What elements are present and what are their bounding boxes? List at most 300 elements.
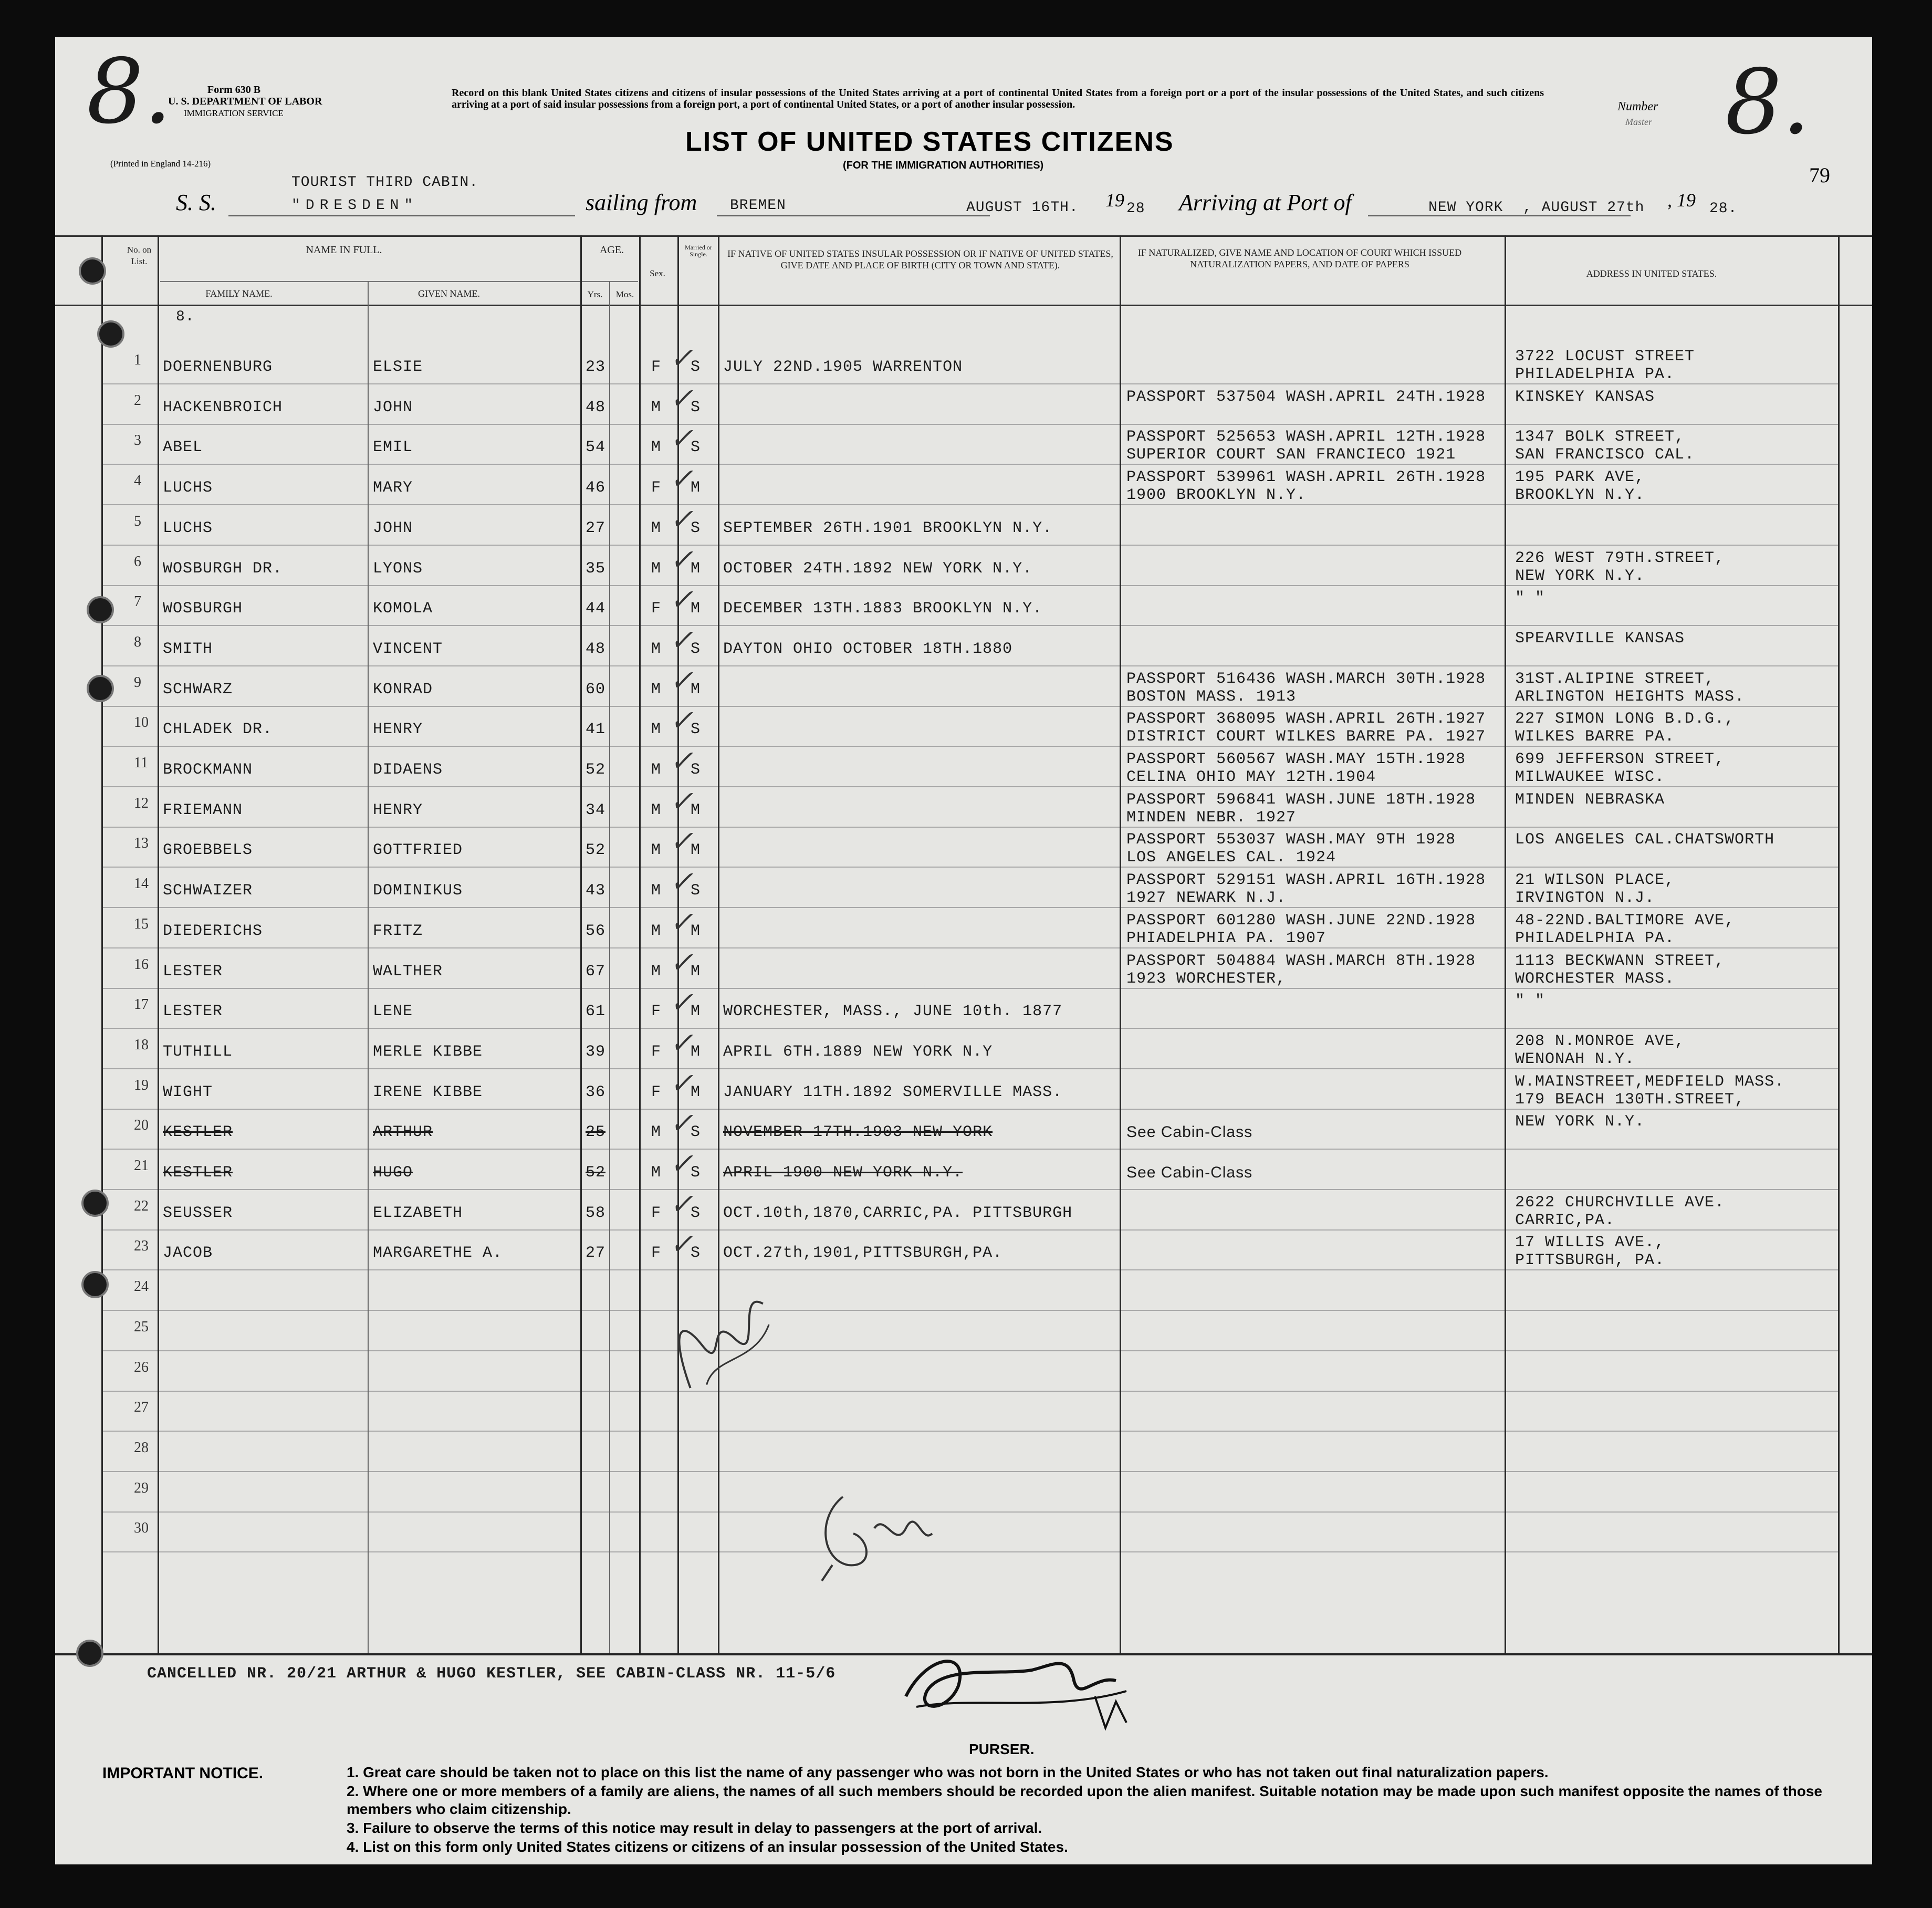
address-line-2: IRVINGTON N.J.	[1515, 889, 1655, 908]
row-rule	[101, 383, 1838, 384]
checkmark-icon: ✓	[670, 1107, 694, 1140]
family-name: DOERNENBURG	[163, 358, 273, 376]
sex: M	[651, 398, 662, 416]
address-line-1: KINSKEY KANSAS	[1515, 388, 1655, 406]
naturalization-line-1: PASSPORT 525653 WASH.APRIL 12TH.1928	[1126, 428, 1486, 446]
purser-label: PURSER.	[969, 1741, 1035, 1757]
cancelled-note: CANCELLED NR. 20/21 ARTHUR & HUGO KESTLER, SEE CABIN-CLASS NR. 11-5/6	[147, 1665, 836, 1683]
checkmark-icon: ✓	[670, 502, 694, 536]
family-name: LESTER	[163, 1003, 223, 1021]
naturalization-line-2: BOSTON MASS. 1913	[1126, 687, 1297, 706]
given-name: WALTHER	[373, 962, 443, 981]
sex: M	[651, 841, 662, 860]
notice-item: 3. Failure to observe the terms of this notice may result in delay to passengers at the port of arrival.	[347, 1820, 1042, 1836]
checkmark-icon: ✓	[670, 623, 694, 656]
address-line-2: PHILADELPHIA PA.	[1515, 366, 1675, 383]
row-number: 27	[134, 1399, 149, 1416]
marital-status: M	[691, 841, 701, 860]
given-name: DOMINIKUS	[373, 882, 463, 900]
naturalization-line-1: PASSPORT 596841 WASH.JUNE 18TH.1928	[1126, 790, 1476, 809]
family-name: LESTER	[163, 962, 223, 981]
sex: F	[651, 1003, 662, 1021]
col-birth: IF NATIVE OF UNITED STATES INSULAR POSSESSION OR IF NATIVE OF UNITED STATES, GIVE DATE AND PLACE OF BIRTH (CITY OR TOWN AND STATE).	[727, 248, 1113, 270]
row-number: 5	[134, 513, 141, 529]
address-line-1: SPEARVILLE KANSAS	[1515, 629, 1685, 648]
naturalization-line-2: CELINA OHIO MAY 12TH.1904	[1126, 768, 1376, 786]
col-no: No. on List.	[127, 245, 152, 266]
port-of-departure: BREMEN	[730, 197, 786, 214]
age-years: 54	[586, 439, 606, 457]
sex: M	[651, 439, 662, 457]
list-number: 8.	[176, 309, 195, 325]
address-line-1: NEW YORK N.Y.	[1515, 1113, 1645, 1131]
given-name: EMIL	[373, 439, 413, 457]
row-number: 17	[134, 996, 149, 1013]
age-years: 44	[586, 600, 606, 618]
address-line-1: 699 JEFFERSON STREET,	[1515, 750, 1725, 768]
given-name: VINCENT	[373, 640, 443, 658]
row-rule	[101, 545, 1838, 546]
row-number: 18	[134, 1036, 149, 1053]
address-line-2: PHILADELPHIA PA.	[1515, 929, 1675, 947]
form-number: Form 630 B	[207, 84, 261, 96]
punch-hole	[81, 1190, 109, 1217]
instructions: Record on this blank United States citizens and citizens of insular possessions of the United States arriving at a port of continental United States from a foreign port or a port of the insular possessions of the United States, and such citizens arriving at a port of said insular possessions from a foreign port, a port of continental United States, or a port of another insular possession.	[452, 87, 1544, 110]
age-years: 34	[586, 801, 606, 819]
marital-status: S	[691, 1123, 701, 1142]
address-line-2: PITTSBURGH, PA.	[1515, 1252, 1665, 1270]
row-number: 6	[134, 553, 141, 570]
address-line-1: 1347 BOLK STREET,	[1515, 428, 1685, 446]
punch-hole	[87, 675, 114, 702]
marital-status: M	[691, 680, 701, 698]
punch-hole	[81, 1271, 109, 1298]
given-name: DIDAENS	[373, 761, 443, 779]
row-rule	[101, 1391, 1838, 1392]
row-rule	[101, 1189, 1838, 1190]
birth-info: APRIL 1900 NEW YORK N.Y.	[723, 1164, 963, 1182]
family-name: KESTLER	[163, 1164, 233, 1182]
naturalization-line-2: SUPERIOR COURT SAN FRANCIECO 1921	[1126, 446, 1456, 464]
address-line-1: 208 N.MONROE AVE,	[1515, 1032, 1685, 1050]
row-number: 30	[134, 1520, 149, 1537]
address-line-1: 1113 BECKWANN STREET,	[1515, 952, 1725, 970]
given-name: GOTTFRIED	[373, 841, 463, 860]
family-name: LUCHS	[163, 479, 213, 497]
birth-info: WORCHESTER, MASS., JUNE 10th. 1877	[723, 1003, 1063, 1021]
sex: F	[651, 1083, 662, 1101]
checkmark-icon: ✓	[670, 663, 694, 697]
printed-note: (Printed in England 14-216)	[110, 159, 211, 169]
given-name: LYONS	[373, 559, 423, 578]
family-name: DIEDERICHS	[163, 922, 263, 940]
marital-status: S	[691, 721, 701, 739]
col-yrs: Yrs.	[587, 289, 603, 299]
naturalization-line-2: 1927 NEWARK N.J.	[1126, 889, 1287, 908]
notice-item: 1. Great care should be taken not to place on this list the name of any passenger who was not born in the United States or who has not taken out final naturalization papers.	[347, 1764, 1549, 1780]
row-rule	[101, 947, 1838, 948]
punch-hole	[97, 320, 124, 348]
row-rule	[101, 424, 1838, 425]
address-line-2: WILKES BARRE PA.	[1515, 728, 1675, 746]
address-line-2: CARRIC,PA.	[1515, 1211, 1615, 1229]
address-line-1: 195 PARK AVE,	[1515, 468, 1645, 487]
sex: M	[651, 761, 662, 779]
sex: M	[651, 801, 662, 819]
age-years: 60	[586, 680, 606, 698]
ss-label: S. S.	[176, 190, 216, 215]
col-age: AGE.	[599, 244, 624, 256]
row-rule	[101, 746, 1838, 747]
row-rule	[101, 907, 1838, 908]
sailing-year-label: 19	[1105, 190, 1124, 211]
marital-status: M	[691, 1083, 701, 1101]
naturalization-line-1: PASSPORT 560567 WASH.MAY 15TH.1928	[1126, 750, 1466, 768]
address-line-2: MILWAUKEE WISC.	[1515, 768, 1665, 786]
punch-hole	[87, 596, 114, 623]
purser-signature	[895, 1633, 1137, 1740]
naturalization-line-2: 1900 BROOKLYN N.Y.	[1126, 486, 1307, 505]
marital-status: S	[691, 519, 701, 537]
row-number: 25	[134, 1318, 149, 1335]
address-line-2: BROOKLYN N.Y.	[1515, 486, 1645, 505]
row-number: 8	[134, 633, 141, 650]
age-years: 46	[586, 479, 606, 497]
marital-status: S	[691, 358, 701, 376]
given-name: LENE	[373, 1003, 413, 1021]
birth-info: OCT.27th,1901,PITTSBURGH,PA.	[723, 1244, 1003, 1263]
checkmark-icon: ✓	[670, 825, 694, 858]
family-name: SEUSSER	[163, 1204, 233, 1222]
checkmark-icon: ✓	[670, 583, 694, 617]
family-name: CHLADEK DR.	[163, 721, 273, 739]
ship-name: "DRESDEN"	[291, 197, 419, 214]
age-years: 39	[586, 1042, 606, 1061]
given-name: ARTHUR	[373, 1123, 433, 1142]
family-name: SCHWARZ	[163, 680, 233, 698]
marital-status: M	[691, 559, 701, 578]
sex: M	[651, 519, 662, 537]
col-name-in-full: NAME IN FULL.	[306, 244, 382, 256]
family-name: GROEBBELS	[163, 841, 253, 860]
row-number: 15	[134, 915, 149, 932]
age-years: 27	[586, 1244, 606, 1263]
row-rule	[101, 625, 1838, 626]
manifest-page	[55, 37, 1872, 1864]
age-years: 43	[586, 882, 606, 900]
checkmark-icon: ✓	[670, 1227, 694, 1261]
age-years: 52	[586, 841, 606, 860]
birth-info: DECEMBER 13TH.1883 BROOKLYN N.Y.	[723, 600, 1043, 618]
col-married: Married or Single.	[685, 244, 712, 258]
sailing-year: 28	[1126, 201, 1145, 217]
handwritten-page-mark: 8.	[87, 40, 172, 144]
row-number: 16	[134, 956, 149, 973]
travel-class: TOURIST THIRD CABIN.	[291, 174, 479, 191]
naturalization-line-1: PASSPORT 601280 WASH.JUNE 22ND.1928	[1126, 911, 1476, 930]
given-name: FRITZ	[373, 922, 423, 940]
row-rule	[101, 665, 1838, 666]
family-name: FRIEMANN	[163, 801, 243, 819]
age-years: 23	[586, 358, 606, 376]
given-name: ELIZABETH	[373, 1204, 463, 1222]
family-name: WIGHT	[163, 1083, 213, 1101]
sex: F	[651, 358, 662, 376]
row-rule	[101, 1310, 1838, 1311]
address-line-2: WORCHESTER MASS.	[1515, 969, 1675, 988]
row-rule	[101, 867, 1838, 868]
col-family: FAMILY NAME.	[205, 288, 273, 299]
sex: M	[651, 922, 662, 940]
row-number: 12	[134, 795, 149, 811]
family-name: BROCKMANN	[163, 761, 253, 779]
address-line-1: 227 SIMON LONG B.D.G.,	[1515, 710, 1735, 728]
col-given: GIVEN NAME.	[418, 288, 480, 299]
scribble-icon	[646, 1265, 794, 1404]
row-number: 9	[134, 674, 141, 691]
age-years: 67	[586, 962, 606, 981]
marital-status: S	[691, 1204, 701, 1222]
naturalization-line-1: PASSPORT 516436 WASH.MARCH 30TH.1928	[1126, 670, 1486, 688]
row-rule	[101, 1431, 1838, 1432]
sex: F	[651, 600, 662, 618]
address-line-2: NEW YORK N.Y.	[1515, 567, 1645, 585]
checkmark-icon: ✓	[670, 341, 694, 374]
age-years: 35	[586, 559, 606, 578]
age-years: 58	[586, 1204, 606, 1222]
given-name: IRENE KIBBE	[373, 1083, 483, 1101]
address-line-2: ARLINGTON HEIGHTS MASS.	[1515, 687, 1745, 706]
given-name: MERLE KIBBE	[373, 1042, 483, 1061]
marital-status: M	[691, 922, 701, 940]
marital-status: M	[691, 600, 701, 618]
row-rule	[101, 1028, 1838, 1029]
family-name: HACKENBROICH	[163, 398, 283, 416]
marital-status: S	[691, 1164, 701, 1182]
marital-status: M	[691, 1042, 701, 1061]
age-years: 41	[586, 721, 606, 739]
family-name: WOSBURGH DR.	[163, 559, 283, 578]
row-number: 20	[134, 1117, 149, 1134]
given-name: HUGO	[373, 1164, 413, 1182]
age-years: 25	[586, 1123, 606, 1142]
sex: M	[651, 882, 662, 900]
page-title: LIST OF UNITED STATES CITIZENS	[685, 127, 1174, 157]
marital-status: M	[691, 479, 701, 497]
family-name: ABEL	[163, 439, 203, 457]
checkmark-icon: ✓	[670, 704, 694, 737]
family-name: WOSBURGH	[163, 600, 243, 618]
address-line-1: " "	[1515, 589, 1545, 608]
marital-status: S	[691, 398, 701, 416]
row-number: 28	[134, 1439, 149, 1456]
naturalization-line-1: PASSPORT 537504 WASH.APRIL 24TH.1928	[1126, 388, 1486, 406]
sailing-label: sailing from	[586, 190, 697, 215]
checkmark-icon: ✓	[670, 462, 694, 496]
naturalization-line-1: See Cabin-Class	[1126, 1164, 1253, 1181]
age-years: 61	[586, 1003, 606, 1021]
notice-item: 4. List on this form only United States citizens or citizens of an insular possession of the United States.	[347, 1839, 1068, 1855]
age-years: 48	[586, 398, 606, 416]
naturalization-line-2: MINDEN NEBR. 1927	[1126, 808, 1297, 827]
sailing-date: AUGUST 16TH.	[966, 200, 1079, 216]
naturalization-line-2: 1923 WORCHESTER,	[1126, 969, 1287, 988]
naturalization-line-2: DISTRICT COURT WILKES BARRE PA. 1927	[1126, 728, 1486, 746]
birth-info: JULY 22ND.1905 WARRENTON	[723, 358, 963, 376]
given-name: KONRAD	[373, 680, 433, 698]
given-name: HENRY	[373, 801, 423, 819]
punch-hole	[76, 1640, 103, 1667]
row-number: 29	[134, 1479, 149, 1496]
address-line-1: " "	[1515, 992, 1545, 1010]
page-subtitle: (FOR THE IMMIGRATION AUTHORITIES)	[843, 160, 1044, 171]
naturalization-line-1: PASSPORT 539961 WASH.APRIL 26TH.1928	[1126, 468, 1486, 487]
checkmark-icon: ✓	[670, 744, 694, 777]
col-sex: Sex.	[650, 268, 665, 278]
given-name: JOHN	[373, 398, 413, 416]
birth-info: OCT.10th,1870,CARRIC,PA. PITTSBURGH	[723, 1204, 1073, 1222]
signature-mark-icon	[811, 1476, 937, 1591]
service: IMMIGRATION SERVICE	[184, 108, 284, 118]
checkmark-icon: ✓	[670, 381, 694, 415]
page-number: 79	[1809, 163, 1830, 187]
address-line-2: WENONAH N.Y.	[1515, 1050, 1635, 1068]
sex: M	[651, 1123, 662, 1142]
sex: F	[651, 1244, 662, 1263]
family-name: KESTLER	[163, 1123, 233, 1142]
arrival-year-label: , 19	[1667, 190, 1696, 211]
sex: F	[651, 479, 662, 497]
marital-status: M	[691, 962, 701, 981]
address-line-1: 21 WILSON PLACE,	[1515, 871, 1675, 890]
col-mos: Mos.	[615, 289, 634, 299]
naturalization-line-2: PHIADELPHIA PA. 1907	[1126, 929, 1327, 947]
age-years: 27	[586, 519, 606, 537]
given-name: JOHN	[373, 519, 413, 537]
row-rule	[101, 464, 1838, 465]
row-number: 4	[134, 473, 141, 489]
row-number: 10	[134, 714, 149, 731]
arrival-date: , AUGUST 27th	[1523, 200, 1645, 216]
row-number: 19	[134, 1077, 149, 1093]
sex: F	[651, 1204, 662, 1222]
department: U. S. DEPARTMENT OF LABOR	[168, 96, 322, 107]
sex: M	[651, 1164, 662, 1182]
row-rule	[101, 988, 1838, 989]
family-name: SMITH	[163, 640, 213, 658]
row-number: 24	[134, 1278, 149, 1295]
row-rule	[101, 504, 1838, 505]
row-number: 26	[134, 1359, 149, 1375]
family-name: LUCHS	[163, 519, 213, 537]
checkmark-icon: ✓	[670, 945, 694, 979]
checkmark-icon: ✓	[670, 1066, 694, 1100]
address-line-1: 48-22ND.BALTIMORE AVE,	[1515, 911, 1735, 930]
given-name: KOMOLA	[373, 600, 433, 618]
naturalization-line-1: PASSPORT 504884 WASH.MARCH 8TH.1928	[1126, 952, 1476, 970]
address-line-1: 226 WEST 79TH.STREET,	[1515, 549, 1725, 567]
sex: M	[651, 721, 662, 739]
address-line-1: 31ST.ALIPINE STREET,	[1515, 670, 1715, 688]
naturalization-line-1: PASSPORT 529151 WASH.APRIL 16TH.1928	[1126, 871, 1486, 890]
birth-info: OCTOBER 24TH.1892 NEW YORK N.Y.	[723, 559, 1033, 578]
marital-status: S	[691, 640, 701, 658]
given-name: ELSIE	[373, 358, 423, 376]
given-name: MARY	[373, 479, 413, 497]
address-line-1: 2622 CHURCHVILLE AVE.	[1515, 1193, 1725, 1212]
birth-info: DAYTON OHIO OCTOBER 18TH.1880	[723, 640, 1013, 658]
naturalization-line-1: PASSPORT 553037 WASH.MAY 9TH 1928	[1126, 831, 1456, 849]
age-years: 48	[586, 640, 606, 658]
checkmark-icon: ✓	[670, 422, 694, 455]
row-rule	[101, 1471, 1838, 1472]
marital-status: S	[691, 761, 701, 779]
marital-status: S	[691, 439, 701, 457]
address-line-1: 17 WILLIS AVE.,	[1515, 1234, 1665, 1252]
row-rule	[101, 1149, 1838, 1150]
marital-status: S	[691, 882, 701, 900]
punch-hole	[79, 257, 106, 285]
row-number: 22	[134, 1197, 149, 1214]
checkmark-icon: ✓	[670, 986, 694, 1019]
sex: F	[651, 1042, 662, 1061]
row-number: 23	[134, 1238, 149, 1255]
birth-info: JANUARY 11TH.1892 SOMERVILLE MASS.	[723, 1083, 1063, 1101]
marital-status: M	[691, 801, 701, 819]
family-name: JACOB	[163, 1244, 213, 1263]
naturalization-line-2: LOS ANGELES CAL. 1924	[1126, 849, 1336, 867]
row-number: 13	[134, 835, 149, 852]
number-label-2: Master	[1625, 117, 1652, 127]
arrival-year: 28.	[1709, 201, 1738, 217]
marital-status: S	[691, 1244, 701, 1263]
notice-item: 2. Where one or more members of a family are aliens, the names of all such members should be recorded upon the alien manifest. Suitable notation may be made upon such manifest opposite the names of those members who claim citizenship.	[347, 1783, 1822, 1817]
address-line-1: W.MAINSTREET,MEDFIELD MASS.	[1515, 1072, 1785, 1091]
row-rule	[101, 706, 1838, 707]
row-rule	[101, 1068, 1838, 1069]
row-number: 21	[134, 1158, 149, 1174]
row-number: 3	[134, 432, 141, 449]
checkmark-icon: ✓	[670, 543, 694, 576]
row-rule	[101, 1511, 1838, 1513]
row-rule	[101, 1269, 1838, 1270]
checkmark-icon: ✓	[670, 1187, 694, 1221]
age-years: 52	[586, 761, 606, 779]
col-naturalized: IF NATURALIZED, GIVE NAME AND LOCATION OF COURT WHICH ISSUED NATURALIZATION PAPERS, AND DATE OF PAPERS	[1137, 247, 1462, 269]
handwritten-number: 8.	[1725, 50, 1811, 154]
row-rule	[101, 1109, 1838, 1110]
family-name: SCHWAIZER	[163, 882, 253, 900]
row-rule	[101, 827, 1838, 828]
checkmark-icon: ✓	[670, 905, 694, 939]
age-years: 52	[586, 1164, 606, 1182]
sex: M	[651, 559, 662, 578]
given-name: MARGARETHE A.	[373, 1244, 503, 1263]
checkmark-icon: ✓	[670, 784, 694, 818]
notice-label: IMPORTANT NOTICE.	[102, 1765, 264, 1782]
purser-signature-icon	[895, 1633, 1137, 1738]
birth-info: NOVEMBER 17TH.1903 NEW YORK	[723, 1123, 993, 1142]
age-years: 36	[586, 1083, 606, 1101]
row-number: 7	[134, 593, 141, 610]
marital-status: M	[691, 1003, 701, 1021]
birth-info: APRIL 6TH.1889 NEW YORK N.Y	[723, 1042, 993, 1061]
sex: M	[651, 962, 662, 981]
address-line-1: LOS ANGELES CAL.CHATSWORTH	[1515, 831, 1775, 849]
notice-list	[347, 1764, 1859, 1857]
handwritten-initial	[811, 1476, 937, 1593]
naturalization-line-1: PASSPORT 368095 WASH.APRIL 26TH.1927	[1126, 710, 1486, 728]
